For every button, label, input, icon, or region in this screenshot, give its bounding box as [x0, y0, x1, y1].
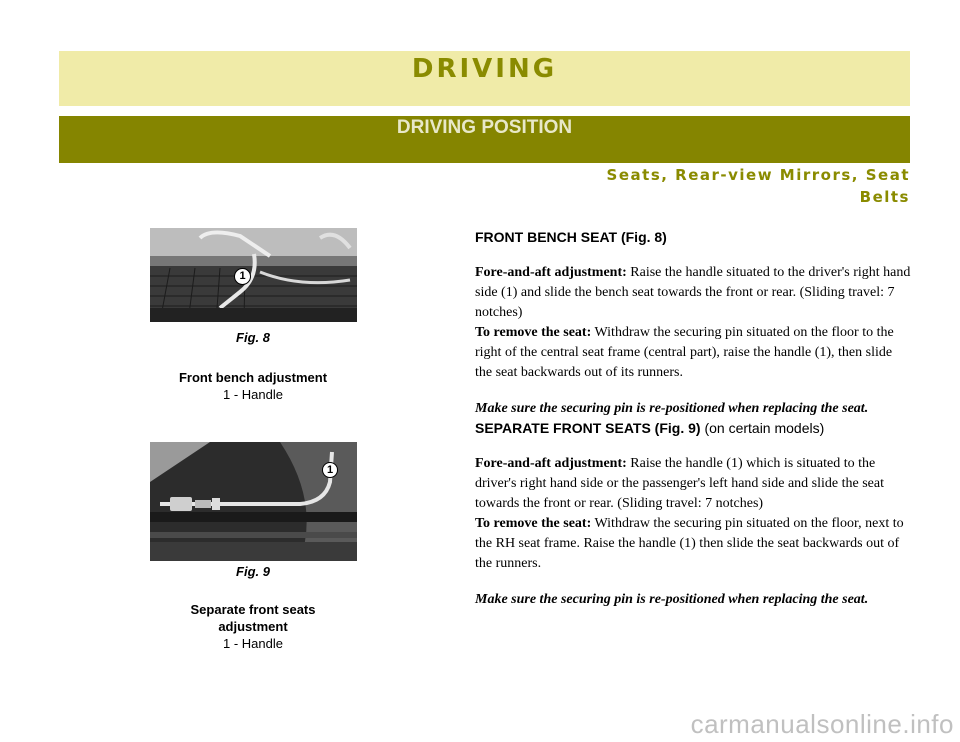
fig8-caption	[143, 369, 363, 403]
section-title: DRIVING POSITION	[396, 117, 573, 138]
sep-adjust-text: Raise the handle (1) which is situated to the driver's right hand side or the passenger's left hand side and slide the seat towards the front or rear. (Sliding travel: 7 notches)	[475, 456, 884, 511]
bench-heading: FRONT BENCH SEAT (Fig. 8)	[475, 229, 667, 245]
section-banner	[59, 116, 910, 163]
chapter-banner	[59, 51, 910, 106]
fig9-caption-title: Separate front seats adjustment	[190, 602, 316, 634]
fig8-caption-item: 1 - Handle	[223, 387, 283, 402]
fig8-marker: 1	[234, 268, 251, 285]
bench-remove-label: To remove the seat:	[475, 325, 592, 340]
fig9-label: Fig. 9	[236, 564, 270, 579]
fig9-caption-item: 1 - Handle	[223, 636, 283, 651]
bench-adjust-para	[475, 263, 911, 323]
separate-heading	[475, 419, 911, 437]
separate-heading-main: SEPARATE FRONT SEATS (Fig. 9)	[475, 420, 701, 436]
sep-note: Make sure the securing pin is re-positioned when replacing the seat.	[475, 592, 869, 607]
fig8-photo	[150, 228, 357, 322]
fig8-caption-title: Front bench adjustment	[178, 370, 328, 385]
sep-adjust-label: Fore-and-aft adjustment:	[475, 456, 627, 471]
fig9-photo	[150, 442, 357, 561]
sep-remove-para	[475, 514, 911, 574]
sep-remove-label: To remove the seat:	[475, 516, 592, 531]
watermark: carmanualsonline.info	[690, 709, 954, 739]
chapter-title: DRIVING	[411, 54, 558, 84]
fig9-marker: 1	[322, 462, 338, 478]
bench-adjust-text: Raise the handle situated to the driver's right hand side (1) and slide the bench seat towards the front or rear. (Sliding travel: 7 notches)	[475, 265, 911, 320]
bench-remove-para	[475, 323, 911, 383]
sep-adjust-para	[475, 454, 911, 514]
separate-heading-suffix: (on certain models)	[700, 420, 825, 436]
subsection-title: Seats, Rear-view Mirrors, Seat Belts	[606, 166, 910, 206]
sep-remove-text: Withdraw the securing pin situated on the floor, next to the RH seat frame. Raise the handle (1) then slide the seat backwards out of the runners.	[475, 516, 904, 571]
bench-adjust-label: Fore-and-aft adjustment:	[475, 265, 627, 280]
bench-remove-text: Withdraw the securing pin situated on the floor to the right of the central seat frame (central part), raise the handle (1), then slide the seat backwards out of its runners.	[475, 325, 894, 380]
body-text	[475, 228, 911, 610]
bench-note: Make sure the securing pin is re-positioned when replacing the seat.	[475, 401, 869, 416]
fig9-caption	[143, 601, 363, 652]
fig8-label: Fig. 8	[236, 330, 270, 345]
